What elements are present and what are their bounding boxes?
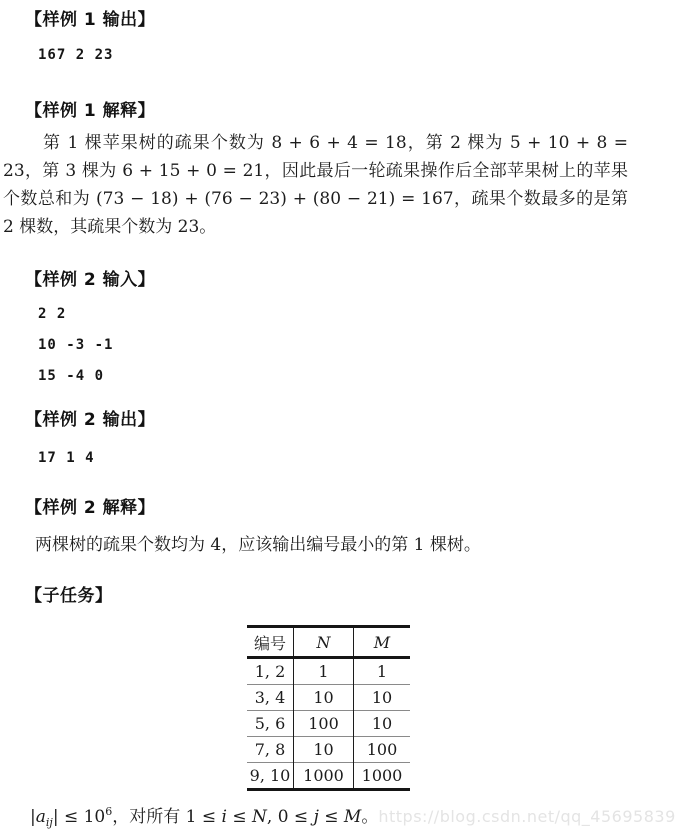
formula-part: 。 (361, 807, 379, 827)
cell-n: 1000 (294, 763, 354, 790)
sample2-explain-paragraph: 两棵树的疏果个数均为 4，应该输出编号最小的第 1 棵树。 (35, 535, 481, 555)
code-line: 10 -3 -1 (38, 337, 114, 353)
cell-n: 10 (294, 685, 354, 711)
sample2-output-code: 17 1 4 (38, 450, 95, 466)
sample1-explain-paragraph: 第 1 棵苹果树的疏果个数为 8 + 6 + 4 = 18，第 2 棵为 5 + 10 + 8 = 23，第 3 棵为 6 + 15 + 0 = 21，因此最后一轮疏果操作后全部苹果树上的苹果个数总和为 (73 − 18) + (76 − 23) + (80 − 21) = 167，疏果个数最多的是第 2 棵数，其疏果个数为 23。 (3, 133, 628, 237)
cell-n: 10 (294, 737, 354, 763)
sample2-input-heading: 【样例 2 输入】 (25, 270, 156, 290)
sample2-explain-heading: 【样例 2 解释】 (25, 498, 156, 518)
code-line: 2 2 (38, 306, 67, 322)
column-header-m: M (373, 632, 391, 652)
cell-id: 5, 6 (247, 711, 294, 737)
table-row (247, 763, 410, 790)
sample2-input-code (38, 299, 633, 392)
table-row (247, 737, 410, 763)
column-header-n: N (294, 627, 354, 658)
cell-m: 1 (376, 662, 388, 681)
formula-var-j: j (313, 807, 319, 827)
formula-subscript-ij: ij (45, 816, 53, 829)
formula-var-i: i (221, 807, 227, 827)
formula-part: | (30, 807, 36, 827)
cell-id: 1, 2 (247, 658, 294, 685)
sample2-output-heading: 【样例 2 输出】 (25, 410, 156, 430)
cell-id: 9, 10 (247, 763, 294, 790)
subtask-table-header-row (247, 627, 410, 658)
formula-part: ≤ (226, 807, 253, 827)
constraint-formula (30, 806, 378, 828)
formula-var-m: M (343, 807, 362, 827)
cell-m: 10 (371, 688, 393, 707)
sample1-output-heading: 【样例 1 输出】 (25, 10, 156, 30)
formula-superscript-6: 6 (105, 805, 113, 818)
formula-part: ≤ (318, 807, 344, 827)
table-row (247, 711, 410, 737)
cell-n: 1 (294, 658, 354, 685)
formula-var-a: a (35, 807, 46, 827)
sample1-explain-heading: 【样例 1 解释】 (25, 101, 156, 121)
csdn-watermark: https://blog.csdn.net/qq_45695839 (378, 807, 676, 826)
subtask-table (247, 625, 410, 791)
cell-m: 1000 (361, 766, 403, 785)
cell-m: 10 (371, 714, 393, 733)
formula-part: | ≤ 10 (52, 807, 106, 827)
bottom-row (0, 805, 676, 829)
cell-n: 100 (294, 711, 354, 737)
sample1-output-code: 167 2 23 (38, 47, 114, 63)
table-row (247, 685, 410, 711)
cell-id: 3, 4 (247, 685, 294, 711)
cell-m: 100 (366, 740, 398, 759)
formula-part: ，对所有 1 ≤ (112, 807, 222, 827)
table-row (247, 658, 410, 685)
subtasks-heading: 【子任务】 (25, 586, 113, 606)
column-header-id: 编号 (247, 627, 294, 658)
formula-var-n: N (252, 807, 267, 827)
formula-part: , 0 ≤ (266, 807, 314, 827)
code-line: 15 -4 0 (38, 368, 105, 384)
cell-id: 7, 8 (247, 737, 294, 763)
